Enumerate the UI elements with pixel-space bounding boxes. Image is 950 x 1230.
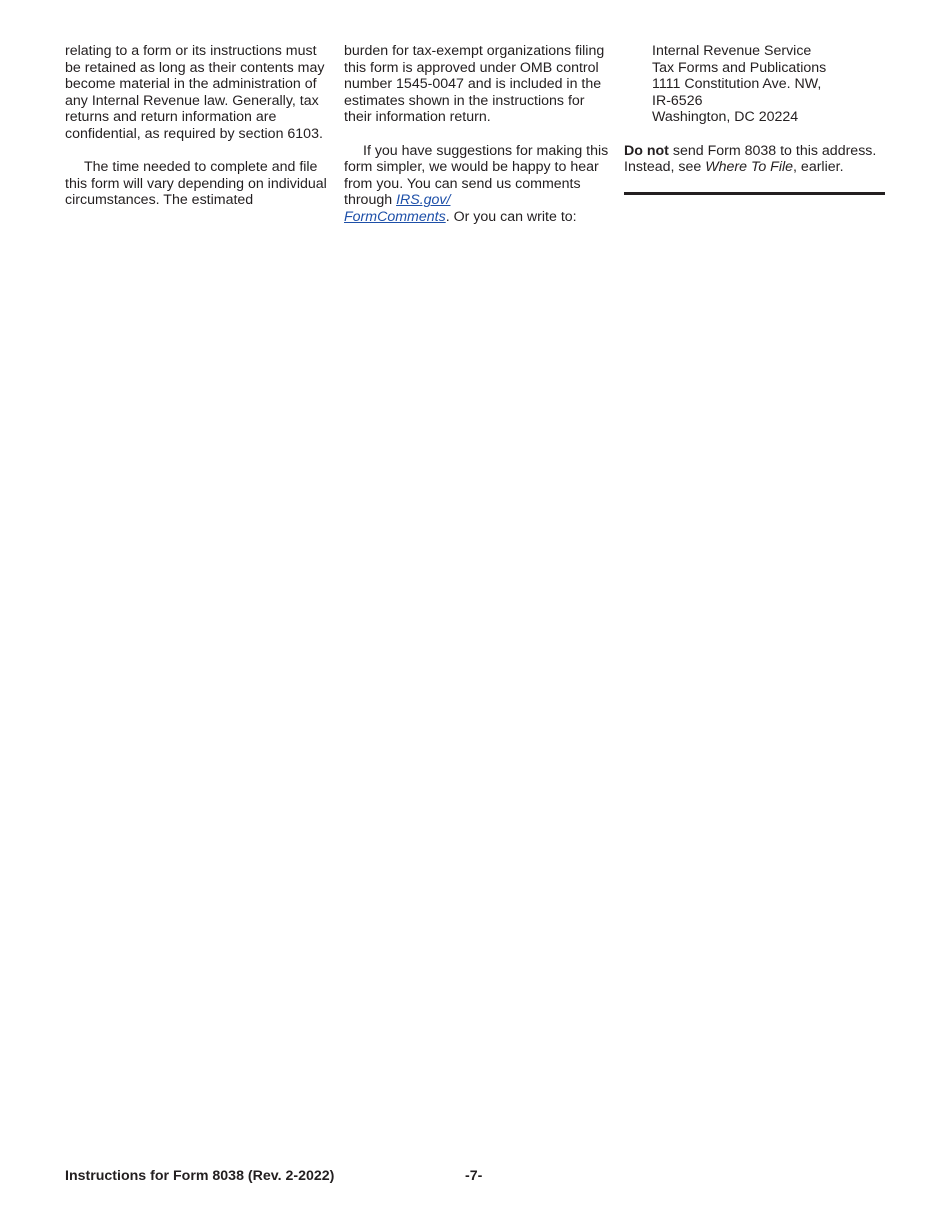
column-left	[65, 43, 333, 209]
column-right	[624, 43, 892, 195]
address-line: Tax Forms and Publications	[652, 59, 827, 76]
page-number: -7-	[465, 1168, 483, 1184]
address-line: Washington, DC 20224	[652, 109, 799, 126]
suggestions-text-end: . Or you can write to:	[445, 208, 577, 225]
paragraph-suggestions	[344, 143, 612, 226]
paragraph-time-needed: The time needed to complete and file this form will vary depending on individual circumstances. The estimated	[65, 159, 327, 209]
irs-form-comments-link[interactable]: IRS.gov/ FormComments	[344, 192, 451, 225]
section-end-rule	[624, 192, 885, 195]
address-line: IR-6526	[652, 92, 703, 109]
address-line: Internal Revenue Service	[652, 43, 812, 59]
suggestions-text: If you have suggestions for making this form simpler, we would be happy to hear from you. You can send us comments through	[344, 142, 609, 209]
do-not-send-note: Do not send Form 8038 to this address. Instead, see Where To File, earlier.	[624, 142, 877, 176]
paragraph-burden: burden for tax-exempt organizations filing this form is approved under OMB control number 1545-0047 and is included in the estimates shown in the instructions for their information return.	[344, 43, 605, 126]
address-line: 1111 Constitution Ave. NW,	[652, 76, 822, 93]
footer-title: Instructions for Form 8038 (Rev. 2-2022)	[65, 1168, 335, 1184]
do-not-emphasis: Do not	[624, 142, 669, 159]
column-middle	[344, 43, 612, 226]
irs-mailing-address	[624, 43, 892, 126]
paragraph-records-retention: relating to a form or its instructions must be retained as long as their contents may become material in the administration of any Internal Revenue law. Generally, tax returns and return information are confidential, as required by section 6103.	[65, 43, 325, 142]
where-to-file-reference: Where To File	[705, 159, 794, 176]
